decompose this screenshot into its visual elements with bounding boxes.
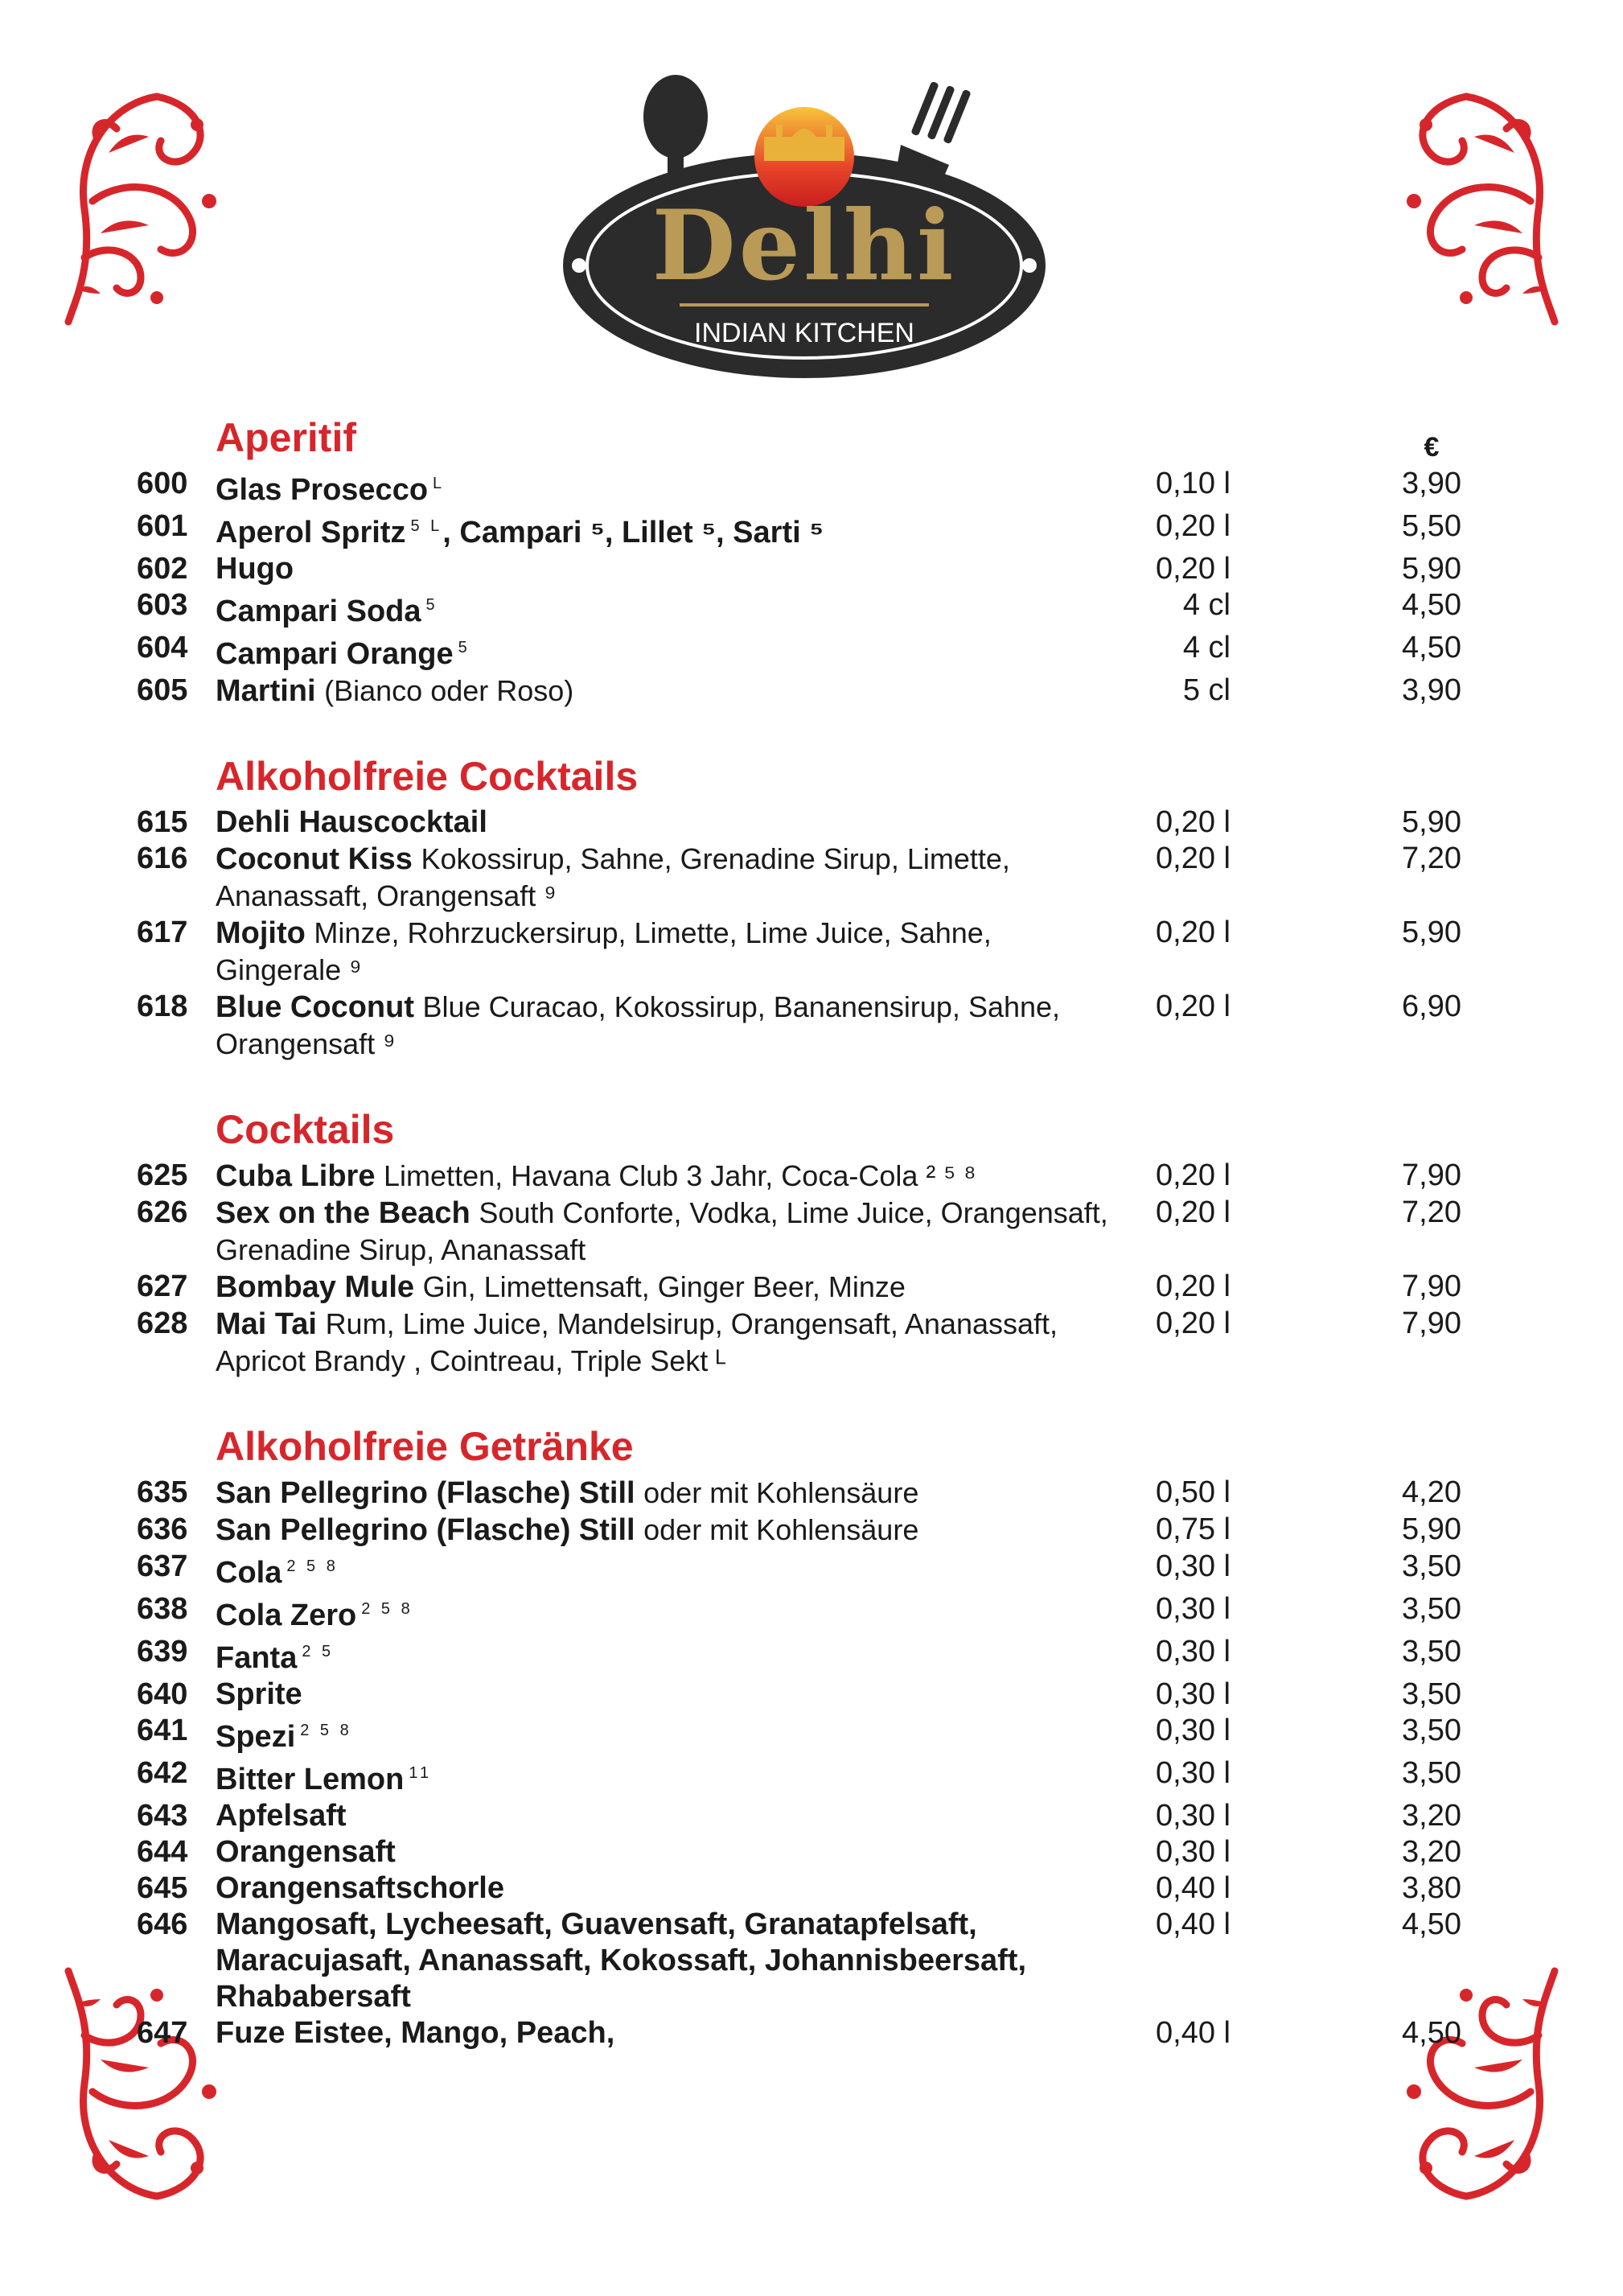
item-title: Sprite: [216, 1677, 302, 1711]
corner-ornament-icon: [60, 80, 245, 338]
item-number: 625: [137, 1158, 188, 1192]
section-title: Aperitif: [216, 415, 356, 460]
menu-item: [0, 587, 1623, 630]
item-number: 627: [137, 1269, 188, 1303]
item-volume: 0,20 l: [1156, 1158, 1231, 1192]
item-price: 3,50: [1402, 1635, 1461, 1669]
item-number: 615: [137, 805, 188, 839]
item-number: 616: [137, 841, 188, 875]
menu-item: [0, 1269, 1623, 1306]
item-description: South Conforte, Vodka, Lime Juice, Orangensaft, Grenadine Sirup, Ananassaft: [216, 1196, 1108, 1266]
item-name: [216, 1677, 1116, 1713]
item-number: 618: [137, 990, 188, 1023]
item-name: [216, 1158, 1116, 1195]
item-volume: 0,20 l: [1156, 916, 1231, 949]
item-volume: 0,40 l: [1156, 2016, 1231, 2050]
menu-item: [0, 1195, 1623, 1269]
menu-item: [0, 508, 1623, 551]
item-volume: 0,30 l: [1156, 1592, 1231, 1626]
allergen-note: 5: [425, 596, 438, 614]
item-title: San Pellegrino (Flasche) Still: [216, 1476, 635, 1510]
menu-item: [0, 804, 1623, 841]
item-price: 7,20: [1402, 841, 1461, 875]
restaurant-logo: [543, 68, 1066, 390]
item-number: 604: [137, 631, 188, 665]
section-header: [0, 414, 1623, 466]
item-name: [216, 587, 1116, 630]
item-price: 7,90: [1402, 1269, 1461, 1303]
item-title: Cola Zero: [216, 1599, 357, 1632]
menu-item: [0, 551, 1623, 587]
item-title: San Pellegrino (Flasche) Still: [216, 1513, 635, 1547]
menu-item: [0, 1475, 1623, 1512]
item-volume: 0,30 l: [1156, 1714, 1231, 1747]
logo-name: Delhi: [651, 189, 957, 302]
menu-item: [0, 1713, 1623, 1755]
item-name: [216, 1713, 1116, 1755]
allergen-note: 2 5: [302, 1643, 335, 1660]
allergen-note: 5 L: [410, 517, 443, 535]
item-name: [216, 2015, 1116, 2051]
menu-item: [0, 1834, 1623, 1870]
item-description: oder mit Kohlensäure: [643, 1476, 919, 1509]
item-number: 645: [137, 1871, 188, 1905]
item-number: 602: [137, 552, 188, 586]
item-price: 4,50: [1402, 588, 1461, 622]
item-title: Glas Prosecco: [216, 473, 429, 507]
item-title: Apfelsaft: [216, 1799, 347, 1833]
item-number: 636: [137, 1512, 188, 1546]
item-description: Minze, Rohrzuckersirup, Limette, Lime Juice, Sahne, Gingerale ⁹: [216, 916, 992, 986]
item-name: [216, 1634, 1116, 1677]
item-title: Bitter Lemon: [216, 1763, 405, 1796]
item-price: 3,80: [1402, 1871, 1461, 1905]
item-description: Gin, Limettensaft, Ginger Beer, Minze: [422, 1270, 906, 1303]
item-price: 6,90: [1402, 990, 1461, 1023]
item-title: Dehli Hauscocktail: [216, 805, 487, 839]
item-title: Bombay Mule: [216, 1270, 415, 1304]
menu-item: [0, 1677, 1623, 1713]
item-price: 3,20: [1402, 1835, 1461, 1869]
allergen-note: 5: [458, 639, 470, 656]
menu-item: [0, 2015, 1623, 2051]
item-price: 3,90: [1402, 673, 1461, 707]
item-price: 4,50: [1402, 2016, 1461, 2050]
item-name: [216, 804, 1116, 841]
item-title: Aperol Spritz: [216, 516, 406, 549]
item-price: 4,50: [1402, 631, 1461, 665]
item-title: Blue Coconut: [216, 990, 414, 1024]
item-number: 605: [137, 673, 188, 707]
item-volume: 4 cl: [1182, 631, 1231, 665]
item-name: [216, 1195, 1116, 1269]
item-price: 3,90: [1402, 467, 1461, 500]
item-name: [216, 466, 1116, 508]
item-volume: 0,30 l: [1156, 1677, 1231, 1711]
item-name: [216, 841, 1116, 915]
item-number: 600: [137, 467, 188, 500]
item-volume: 0,20 l: [1156, 1269, 1231, 1303]
item-title: Mangosaft, Lycheesaft, Guavensaft, Granatapfelsaft, Maracujasaft, Ananassaft, Kokossaft, Johannisbeersaft, Rhababersaft: [216, 1907, 1027, 2014]
item-title: Sex on the Beach: [216, 1196, 470, 1230]
menu-section: [0, 1106, 1623, 1380]
item-volume: 0,20 l: [1156, 1195, 1231, 1229]
item-name: [216, 508, 1116, 551]
menu-item: [0, 630, 1623, 673]
item-name: [216, 1549, 1116, 1591]
menu-item: [0, 1306, 1623, 1380]
item-volume: 0,20 l: [1156, 990, 1231, 1023]
item-title: Cola: [216, 1556, 282, 1590]
item-title: Spezi: [216, 1720, 296, 1754]
menu-item: [0, 1512, 1623, 1549]
menu-item: [0, 1591, 1623, 1634]
item-volume: 0,30 l: [1156, 1835, 1231, 1869]
item-title: Mojito: [216, 916, 306, 950]
menu-item: [0, 1549, 1623, 1591]
item-title-extra: , Campari ⁵, Lillet ⁵, Sarti ⁵: [442, 516, 824, 549]
item-price: 4,20: [1402, 1475, 1461, 1509]
item-name: [216, 1591, 1116, 1634]
item-price: 3,50: [1402, 1592, 1461, 1626]
section-header: [0, 753, 1623, 804]
item-price: 3,20: [1402, 1799, 1461, 1833]
item-price: 7,90: [1402, 1158, 1461, 1192]
item-name: [216, 1798, 1116, 1834]
item-volume: 5 cl: [1182, 673, 1231, 707]
item-name: [216, 1306, 1116, 1380]
item-title: Fanta: [216, 1641, 298, 1675]
item-price: 3,50: [1402, 1677, 1461, 1711]
item-name: [216, 1269, 1116, 1306]
item-title: Coconut Kiss: [216, 842, 413, 876]
item-name: [216, 1475, 1116, 1512]
menu-item: [0, 1870, 1623, 1907]
item-number: 626: [137, 1195, 188, 1229]
item-price: 7,90: [1402, 1306, 1461, 1340]
menu-item: [0, 1798, 1623, 1834]
item-price: 5,50: [1402, 509, 1461, 543]
menu-item: [0, 841, 1623, 915]
currency-label: €: [1424, 432, 1440, 463]
menu-item: [0, 1634, 1623, 1677]
item-price: 5,90: [1402, 916, 1461, 949]
item-volume: 0,40 l: [1156, 1907, 1231, 1941]
item-description: Limetten, Havana Club 3 Jahr, Coca-Cola ² ⁵ ⁸: [384, 1159, 976, 1192]
item-volume: 4 cl: [1182, 588, 1231, 622]
item-price: 5,90: [1402, 552, 1461, 586]
item-description: oder mit Kohlensäure: [643, 1513, 919, 1546]
item-name: [216, 1907, 1116, 2015]
item-volume: 0,50 l: [1156, 1475, 1231, 1509]
item-number: 646: [137, 1907, 188, 1941]
item-number: 637: [137, 1549, 188, 1583]
section-title: Alkoholfreie Getränke: [216, 1424, 634, 1469]
item-volume: 0,20 l: [1156, 841, 1231, 875]
item-price: 3,50: [1402, 1756, 1461, 1790]
item-price: 7,20: [1402, 1195, 1461, 1229]
item-name: [216, 1512, 1116, 1549]
item-name: [216, 1834, 1116, 1870]
menu-item: [0, 1907, 1623, 2015]
section-title: Alkoholfreie Cocktails: [216, 754, 639, 799]
menu-section: [0, 753, 1623, 1063]
item-price: 4,50: [1402, 1907, 1461, 1941]
item-number: 628: [137, 1306, 188, 1340]
item-description: (Bianco oder Roso): [324, 674, 574, 707]
menu-section: [0, 1423, 1623, 2051]
item-volume: 0,30 l: [1156, 1756, 1231, 1790]
logo-tagline: INDIAN KITCHEN: [694, 318, 914, 348]
menu-section: [0, 414, 1623, 710]
item-name: [216, 551, 1116, 587]
item-title: Orangensaft: [216, 1835, 396, 1869]
menu-item: [0, 989, 1623, 1063]
item-name: [216, 1870, 1116, 1907]
item-number: 601: [137, 509, 188, 543]
item-title: Mai Tai: [216, 1307, 317, 1341]
allergen-note: 2 5 8: [300, 1722, 352, 1739]
item-volume: 0,30 l: [1156, 1799, 1231, 1833]
item-price: 5,90: [1402, 805, 1461, 839]
item-price: 3,50: [1402, 1714, 1461, 1747]
item-description: Rum, Lime Juice, Mandelsirup, Orangensaft, Ananassaft, Apricot Brandy , Cointreau, Triple Sekt ᴸ: [216, 1307, 1058, 1377]
item-volume: 0,30 l: [1156, 1635, 1231, 1669]
menu-item: [0, 673, 1623, 710]
item-name: [216, 1755, 1116, 1798]
item-number: 640: [137, 1677, 188, 1711]
menu-item: [0, 1158, 1623, 1195]
item-number: 635: [137, 1475, 188, 1509]
menu-item: [0, 466, 1623, 508]
item-name: [216, 630, 1116, 673]
item-name: [216, 673, 1116, 710]
allergen-note: 2 5 8: [286, 1557, 339, 1575]
item-price: 3,50: [1402, 1549, 1461, 1583]
item-title: Campari Orange: [216, 637, 454, 671]
allergen-note: 11: [409, 1764, 433, 1782]
corner-ornament-icon: [1378, 80, 1563, 338]
item-title: Martini: [216, 674, 316, 708]
menu-item: [0, 1755, 1623, 1798]
item-number: 638: [137, 1592, 188, 1626]
item-number: 617: [137, 916, 188, 949]
item-volume: 0,75 l: [1156, 1512, 1231, 1546]
item-number: 647: [137, 2016, 188, 2050]
item-description: Blue Curacao, Kokossirup, Bananensirup, Sahne, Orangensaft ⁹: [216, 990, 1061, 1060]
menu-item: [0, 915, 1623, 989]
item-volume: 0,30 l: [1156, 1549, 1231, 1583]
item-name: [216, 989, 1116, 1063]
allergen-note: L: [433, 475, 446, 492]
item-title: Hugo: [216, 552, 294, 586]
item-name: [216, 915, 1116, 989]
section-header: [0, 1423, 1623, 1475]
item-volume: 0,10 l: [1156, 467, 1231, 500]
item-volume: 0,20 l: [1156, 552, 1231, 586]
palace-icon: [764, 125, 844, 161]
section-title: Cocktails: [216, 1107, 395, 1152]
item-price: 5,90: [1402, 1512, 1461, 1546]
item-volume: 0,20 l: [1156, 805, 1231, 839]
allergen-note: 2 5 8: [361, 1600, 413, 1618]
item-title: Fuze Eistee, Mango, Peach,: [216, 2016, 615, 2050]
item-title: Cuba Libre: [216, 1159, 376, 1193]
item-number: 603: [137, 588, 188, 622]
item-volume: 0,20 l: [1156, 1306, 1231, 1340]
section-header: [0, 1106, 1623, 1158]
item-number: 642: [137, 1756, 188, 1790]
item-number: 639: [137, 1635, 188, 1669]
item-number: 643: [137, 1799, 188, 1833]
item-title: Campari Soda: [216, 595, 421, 628]
item-volume: 0,20 l: [1156, 509, 1231, 543]
item-description: Kokossirup, Sahne, Grenadine Sirup, Limette, Ananassaft, Orangensaft ⁹: [216, 842, 1010, 912]
item-number: 644: [137, 1835, 188, 1869]
item-title: Orangensaftschorle: [216, 1871, 504, 1905]
item-number: 641: [137, 1714, 188, 1747]
item-volume: 0,40 l: [1156, 1871, 1231, 1905]
drinks-menu: [0, 414, 1623, 2095]
